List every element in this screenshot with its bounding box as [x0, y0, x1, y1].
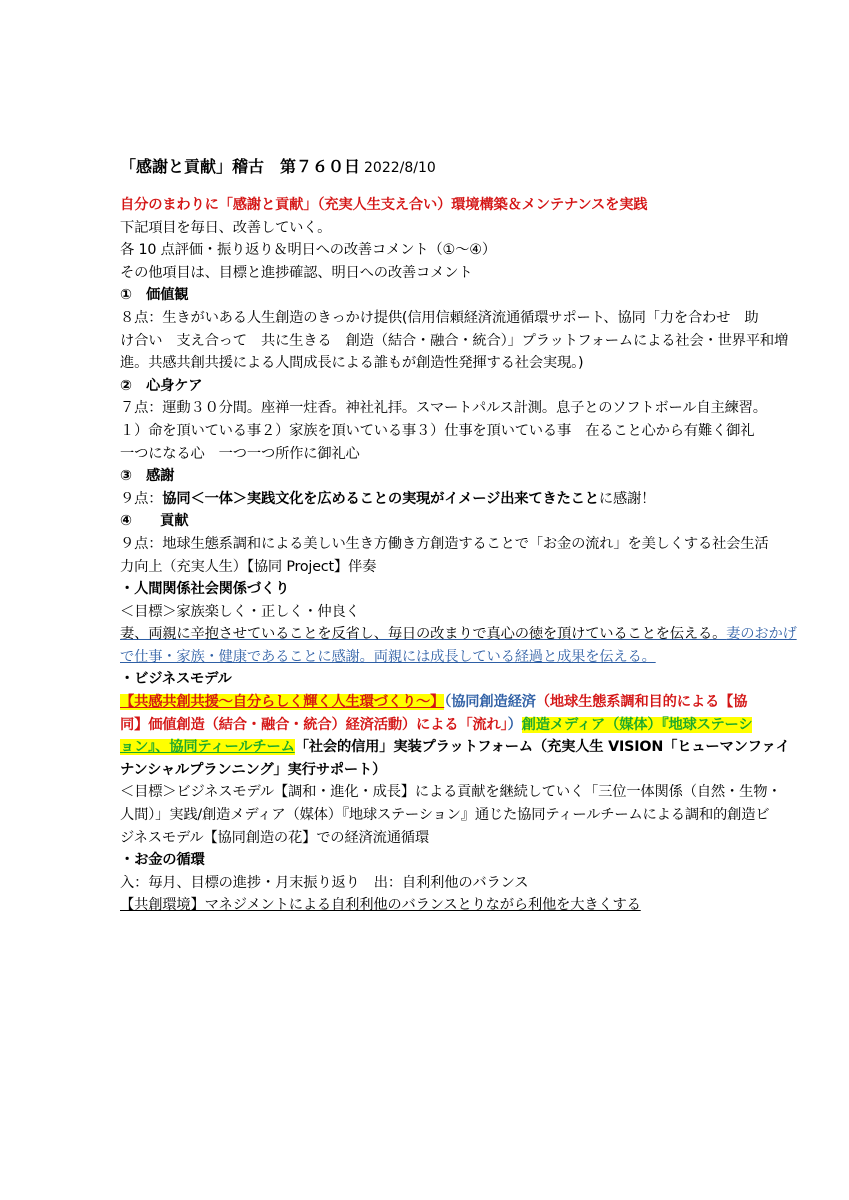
business-paren-open: （: [444, 694, 452, 711]
business-bold-text: 「社会的信用」実装プラットフォーム（充実人生 VISION「ヒューマンファイ: [294, 739, 790, 756]
section-values-heading: ① 価値観: [120, 287, 189, 304]
section-relations-goal: ＜目標＞家族楽しく・正しく・仲良く: [120, 603, 360, 620]
relations-text-black: 妻、両親に辛抱させていることを反省し、毎日の改まりで真心の徳を頂けていることを伝える。: [120, 626, 727, 643]
business-goal-text: 人間）」実践/創造メディア（媒体）『地球ステーション』通じた協同ティールチームによる調和的創造ビ: [120, 807, 770, 824]
section-contribution-text: 力向上（充実人生）【協同 Project】伴奏: [120, 558, 377, 575]
business-goal-text: ジネスモデル【協同創造の花】での経済流通循環: [120, 829, 429, 846]
section-gratitude-heading: ③ 感謝: [120, 468, 175, 485]
business-highlight: 【共感共創共援～自分らしく輝く人生環づくり～】: [120, 694, 445, 711]
money-underlined-text: 【共創環境】マネジメントによる自利利他のバランスとりながら利他を大きくする: [120, 897, 641, 914]
intro-line: 各 10 点評価・振り返り＆明日への改善コメント（①～④）: [120, 242, 496, 259]
section-gratitude-text: [120, 488, 750, 511]
business-paren-close: ）: [507, 716, 522, 733]
business-red-text: （地球生態系調和目的による【協: [535, 694, 748, 711]
section-mindbody-text: ７点：運動３０分間。座禅一炷香。神社礼拝。スマートパルス計測。息子とのソフトボール自主練習。: [120, 400, 767, 417]
section-values-text: け合い 支え合って 共に生きる 創造（結合・融合・統合）」プラットフォームによる社会・世界平和増: [120, 332, 789, 349]
section-relations-text: で仕事・家族・健康であることに感謝。両親には成長している経過と成果を伝える。: [120, 648, 656, 665]
section-values-text: 進。共感共創共援による人間成長による誰もが創造性発揮する社会実現。): [120, 355, 584, 372]
title-main: 「感謝と貢献」稽古 第７６０日: [120, 157, 361, 176]
section-mindbody-text: 一つになる心 一つ一つ所作に御礼心: [120, 445, 360, 462]
business-goal-text: ＜目標＞ビジネスモデル【調和・進化・成長】による貢献を継続していく「三位一体関係（自然・生物・: [120, 784, 782, 801]
intro-headline: 自分のまわりに「感謝と貢献」（充実人生支え合い）環境構築＆メンテナンスを実践: [120, 197, 648, 213]
section-business-heading: ・ビジネスモデル: [120, 671, 232, 688]
gratitude-score: ９点：: [120, 490, 163, 507]
title-date: 2022/8/10: [364, 160, 436, 176]
business-red-text: 同】価値創造（結合・融合・統合）経済活動）による「流れ」: [120, 716, 508, 733]
section-mindbody-heading: ② 心身ケア: [120, 377, 203, 394]
business-green-highlight: 創造メディア（媒体）『地球ステーシ: [521, 716, 753, 733]
section-values-text: ８点：生きがいある人生創造のきっかけ提供(信用信頼経済流通循環サポート、協同「力を合わせ 助: [120, 309, 759, 326]
section-contribution-heading: ④ 貢献: [120, 513, 189, 530]
relations-text-blue: 妻のおかげ: [726, 626, 797, 643]
intro-line: 下記項目を毎日、改善していく。: [120, 219, 332, 236]
intro-line: その他項目は、目標と進捗確認、明日への改善コメント: [120, 264, 473, 281]
section-relations-text: [120, 623, 797, 646]
business-blue-text: 協同創造経済: [451, 694, 536, 711]
business-line: [120, 736, 790, 759]
document-page: [120, 155, 797, 917]
page-title: [120, 155, 750, 180]
section-contribution-text: ９点：地球生態系調和による美しい生き方働き方創造することで「お金の流れ」を美しくする社会生活: [120, 535, 769, 552]
money-text: 入：毎月、目標の進捗・月末振り返り 出：自利利他のバランス: [120, 874, 529, 891]
gratitude-bold-text: 協同＜一体＞実践文化を広めることの実現がイメージ出来てきたこと: [162, 490, 599, 507]
gratitude-suffix: に感謝！: [598, 490, 656, 507]
business-line: ナンシャルプランニング」実行サポート）: [120, 761, 387, 778]
business-line: [120, 714, 753, 737]
section-money-heading: ・お金の循環: [120, 852, 205, 869]
business-green-highlight: ョン』、協同ティールチーム: [120, 739, 295, 756]
business-line: [120, 691, 750, 714]
section-relations-heading: ・人間関係社会関係づくり: [120, 581, 290, 598]
section-mindbody-text: １）命を頂いている事２）家族を頂いている事３）仕事を頂いている事 在ること心から有難く御礼: [120, 422, 755, 439]
